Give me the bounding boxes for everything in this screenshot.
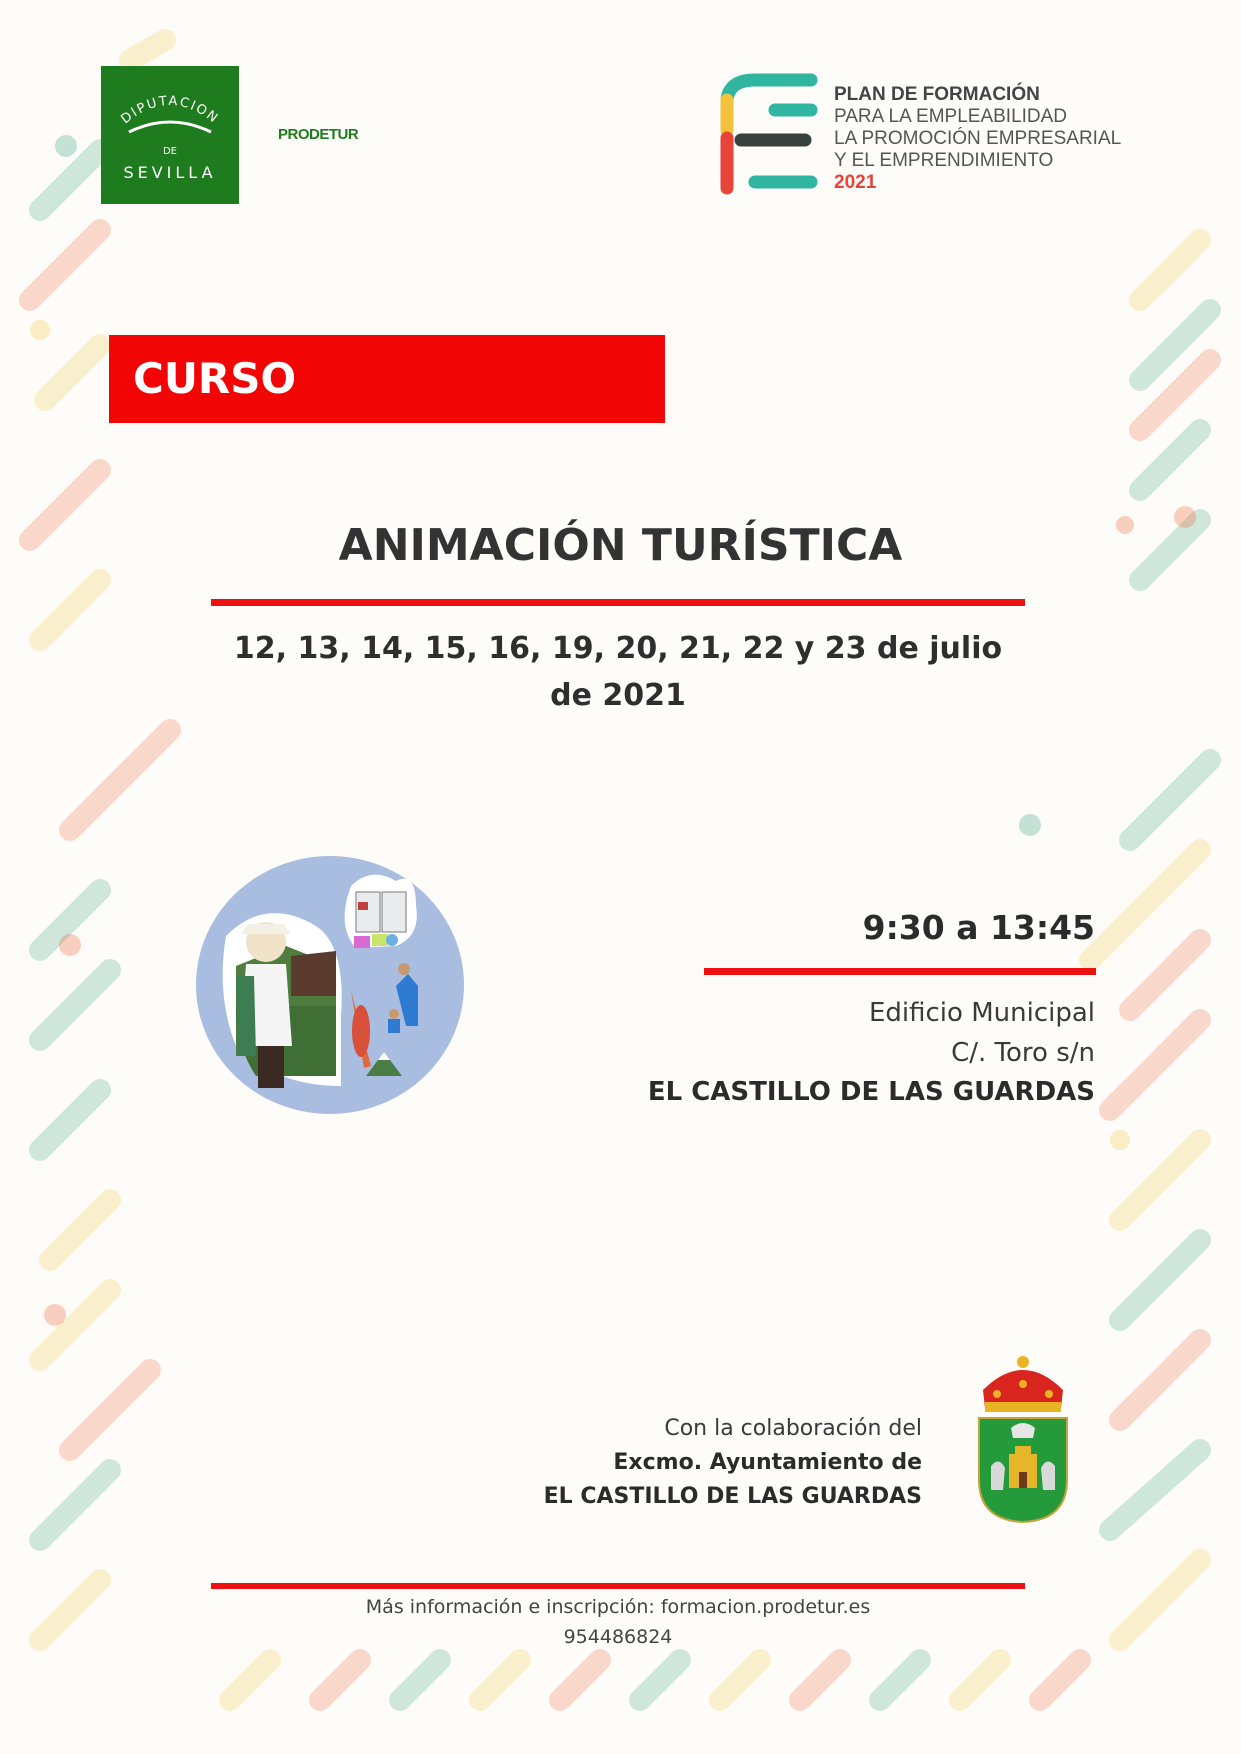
diputacion-city-text: SEVILLA	[123, 163, 217, 182]
plan-formacion-logo-mark	[715, 70, 825, 202]
tourism-illustration	[196, 856, 464, 1114]
diputacion-arc-text: DIPUTACION	[118, 93, 222, 128]
plan-formacion-logo-text	[834, 84, 1121, 194]
curso-label: CURSO	[133, 354, 297, 403]
diputacion-sevilla-logo	[101, 66, 239, 204]
course-dates: 12, 13, 14, 15, 16, 19, 20, 21, 22 y 23 de julio de 2021	[233, 631, 1003, 713]
venue-building: Edificio Municipal	[868, 998, 1095, 1028]
venue-town: EL CASTILLO DE LAS GUARDAS	[647, 1077, 1095, 1107]
collaboration-town: EL CASTILLO DE LAS GUARDAS	[543, 1484, 922, 1509]
schedule-divider	[704, 968, 1096, 975]
course-title: ANIMACIÓN TURÍSTICA	[338, 520, 903, 571]
plan-year: 2021	[834, 172, 877, 193]
plan-line-4: Y EL EMPRENDIMIENTO	[834, 150, 1054, 171]
title-divider	[211, 599, 1025, 606]
plan-line-3: LA PROMOCIÓN EMPRESARIAL	[834, 128, 1122, 149]
footer-info-text: Más información e inscripción: formacion.prodetur.es	[365, 1596, 871, 1618]
plan-line-2: PARA LA EMPLEABILIDAD	[834, 106, 1068, 127]
collaboration-intro: Con la colaboración del	[664, 1416, 922, 1441]
plan-line-1: PLAN DE FORMACIÓN	[834, 84, 1040, 105]
diputacion-de-text: DE	[162, 146, 178, 157]
schedule-time: 9:30 a 13:45	[862, 908, 1095, 947]
footer-divider	[211, 1583, 1025, 1589]
prodetur-logo: PRODETUR	[278, 126, 359, 143]
collaboration-entity: Excmo. Ayuntamiento de	[613, 1450, 922, 1475]
coat-of-arms-icon	[973, 1350, 1073, 1526]
footer-phone: 954486824	[563, 1626, 673, 1648]
venue-street: C/. Toro s/n	[951, 1038, 1095, 1068]
